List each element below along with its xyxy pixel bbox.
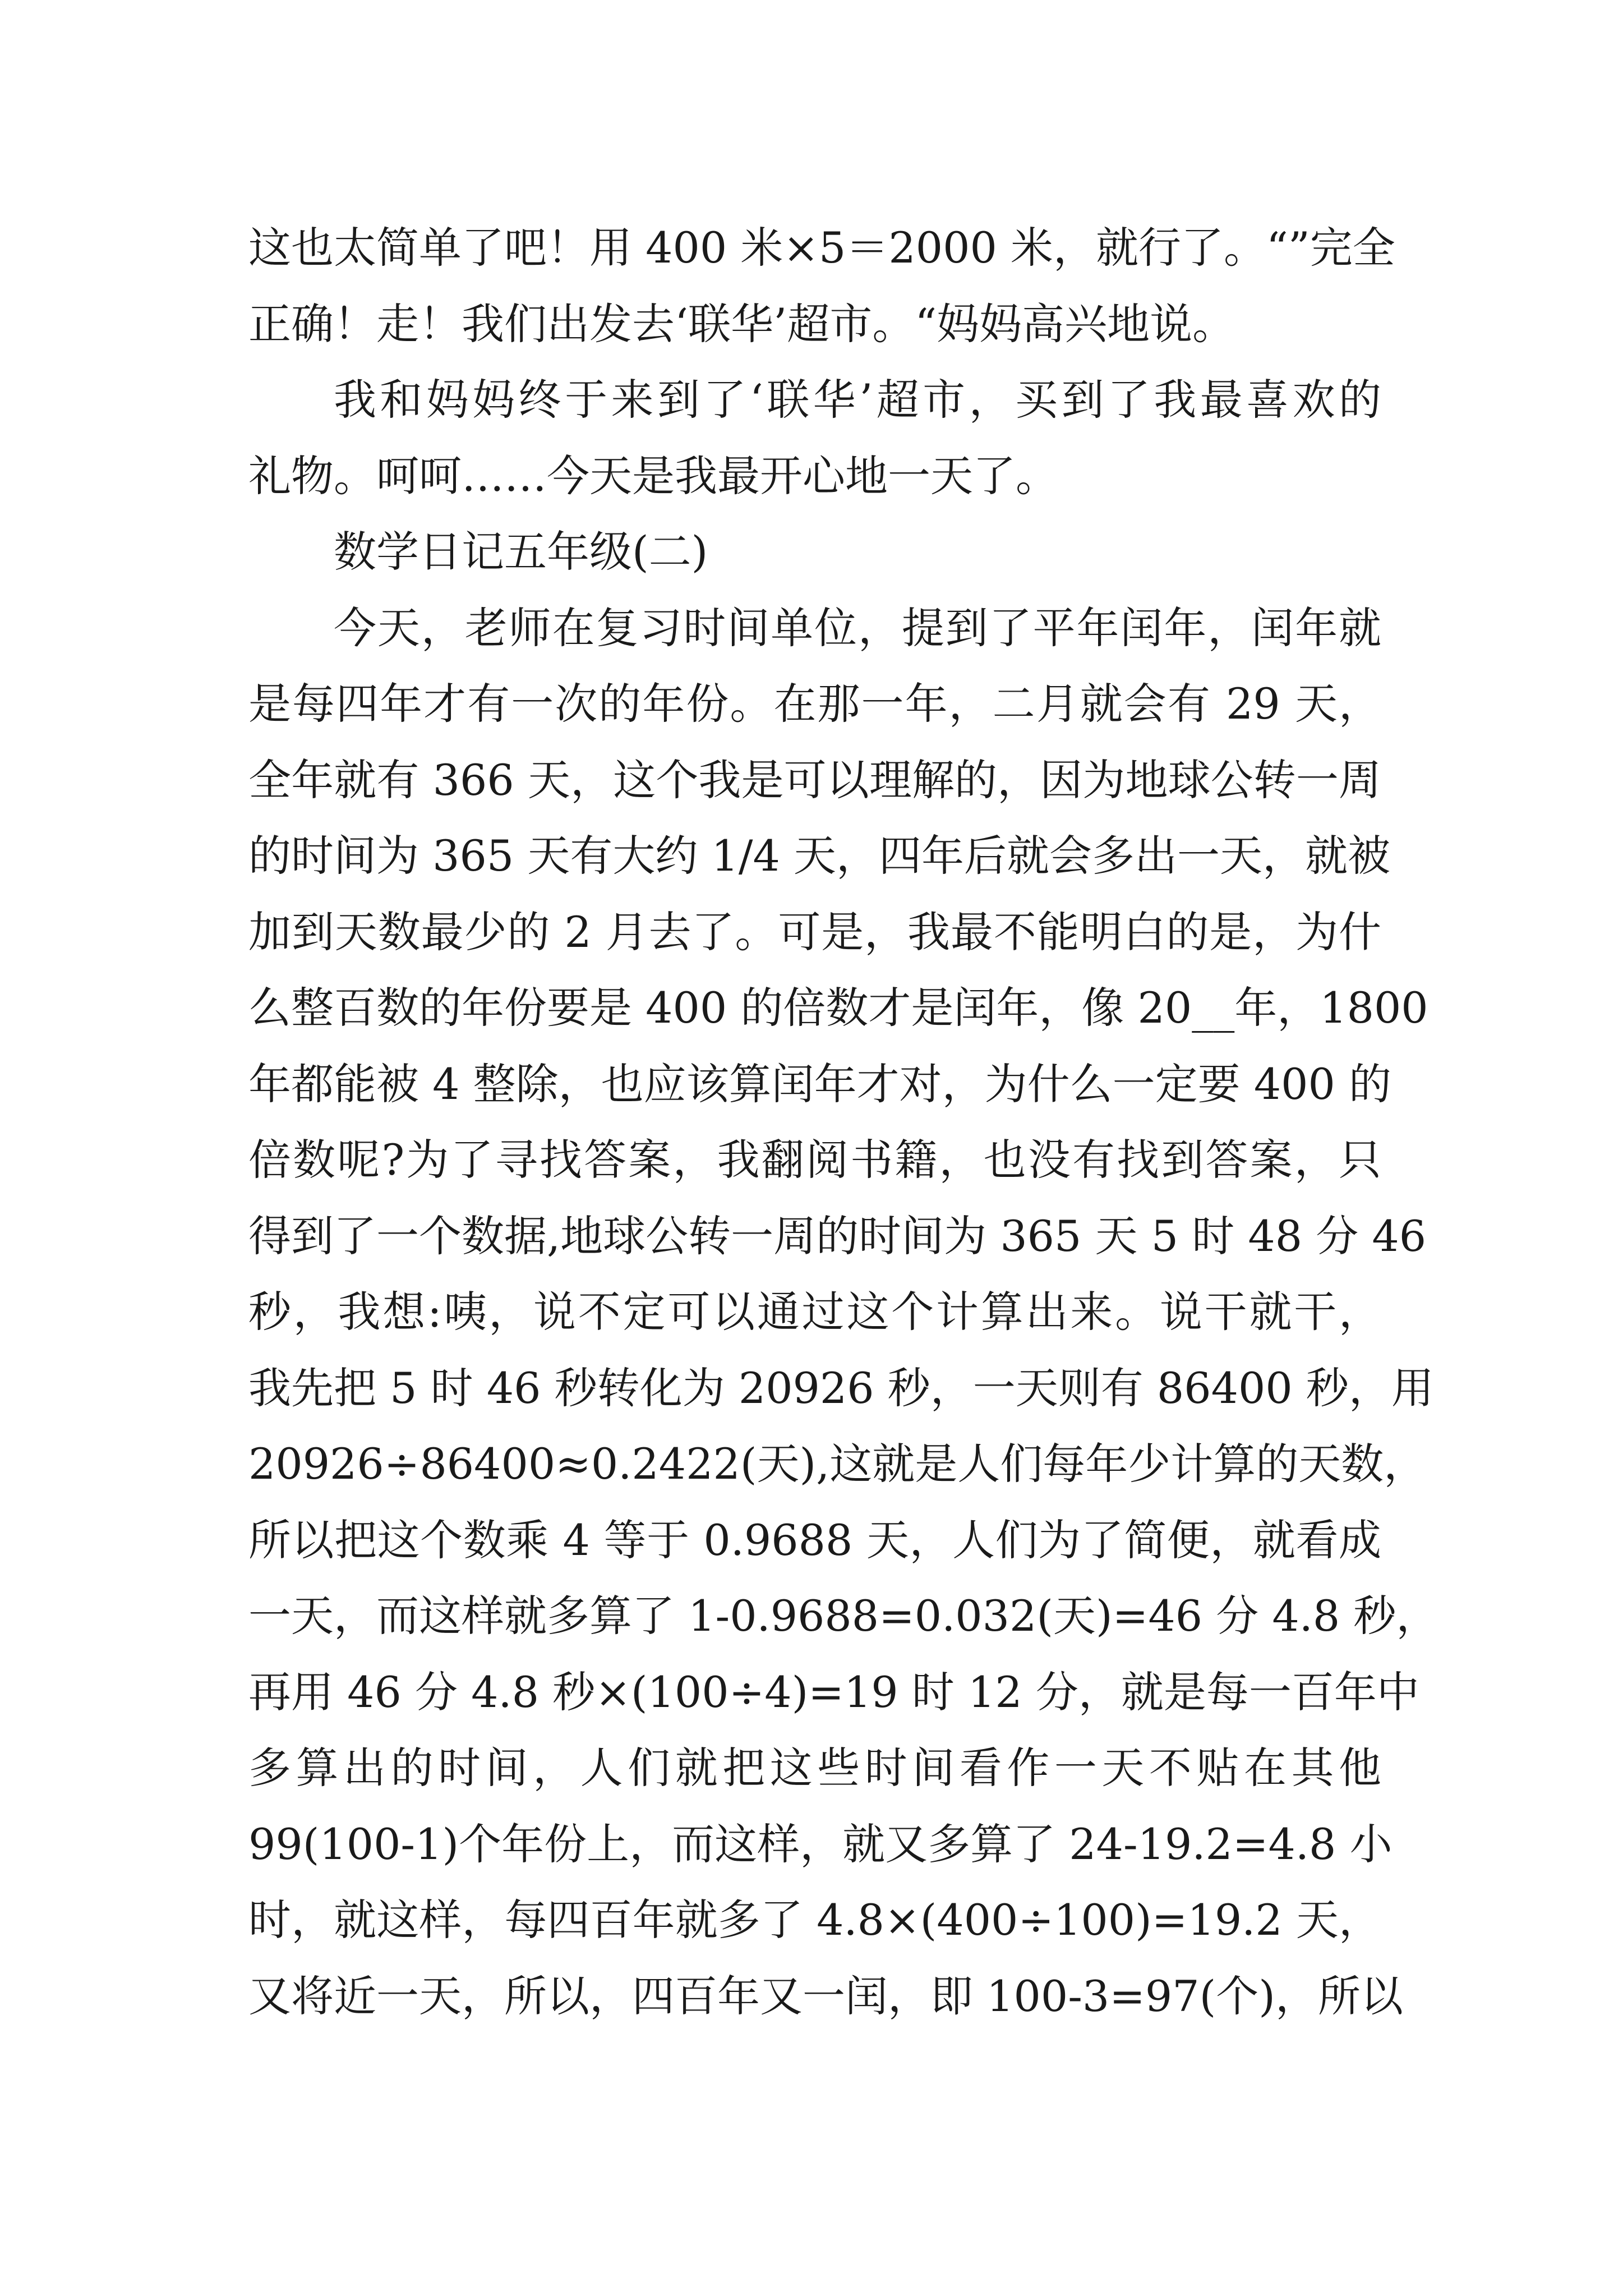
section-heading: 数学日记五年级(二) [334, 527, 708, 577]
text-line: 正确！走！我们出发去‘联华’超市。“妈妈高兴地说。 [248, 298, 1235, 349]
text-line: 得到了一个数据,地球公转一周的时间为 365 天 5 时 48 分 46 [248, 1211, 1427, 1261]
text-line: 99(100-1)个年份上，而这样，就又多算了 24-19.2=4.8 小 [248, 1819, 1393, 1869]
text-line: 么整百数的年份要是 400 的倍数才是闰年，像 20__年，1800 [248, 983, 1428, 1033]
text-line: 加到天数最少的 2 月去了。可是，我最不能明白的是，为什 [248, 907, 1381, 957]
text-line: 倍数呢?为了寻找答案，我翻阅书籍，也没有找到答案，只 [248, 1135, 1381, 1185]
text-line: 秒，我想:咦，说不定可以通过这个计算出来。说干就干， [248, 1287, 1381, 1337]
text-line: 是每四年才有一次的年份。在那一年，二月就会有 29 天， [248, 679, 1381, 729]
text-line: 全年就有 366 天，这个我是可以理解的，因为地球公转一周 [248, 754, 1381, 805]
text-line: 多算出的时间，人们就把这些时间看作一天不贴在其他 [248, 1743, 1381, 1793]
text-line: 一天，而这样就多算了 1-0.9688=0.032(天)=46 分 4.8 秒， [248, 1591, 1439, 1641]
text-line: 20926÷86400≈0.2422(天),这就是人们每年少计算的天数， [248, 1439, 1427, 1489]
text-line: 时，就这样，每四百年就多了 4.8×(400÷100)=19.2 天， [248, 1895, 1381, 1945]
text-line: 年都能被 4 整除，也应该算闰年才对，为什么一定要 400 的 [248, 1059, 1392, 1109]
paragraph-first-line: 今天，老师在复习时间单位，提到了平年闰年，闰年就 [334, 602, 1381, 653]
text-line: 我先把 5 时 46 秒转化为 20926 秒，一天则有 86400 秒，用 [248, 1363, 1434, 1413]
text-line: 的时间为 365 天有大约 1/4 天，四年后就会多出一天，就被 [248, 831, 1391, 881]
document-body [248, 210, 1439, 2034]
text-line: 礼物。呵呵……今天是我最开心地一天了。 [248, 450, 1058, 501]
text-line: 所以把这个数乘 4 等于 0.9688 天，人们为了简便，就看成 [248, 1515, 1381, 1565]
text-line: 这也太简单了吧！用 400 米×5＝2000 米，就行了。“”完全 [248, 223, 1395, 273]
text-line: 再用 46 分 4.8 秒×(100÷4)=19 时 12 分，就是每一百年中 [248, 1667, 1419, 1717]
paragraph-first-line: 我和妈妈终于来到了‘联华’超市，买到了我最喜欢的 [334, 375, 1381, 425]
text-line: 又将近一天，所以，四百年又一闰，即 100-3=97(个)，所以 [248, 1971, 1403, 2021]
